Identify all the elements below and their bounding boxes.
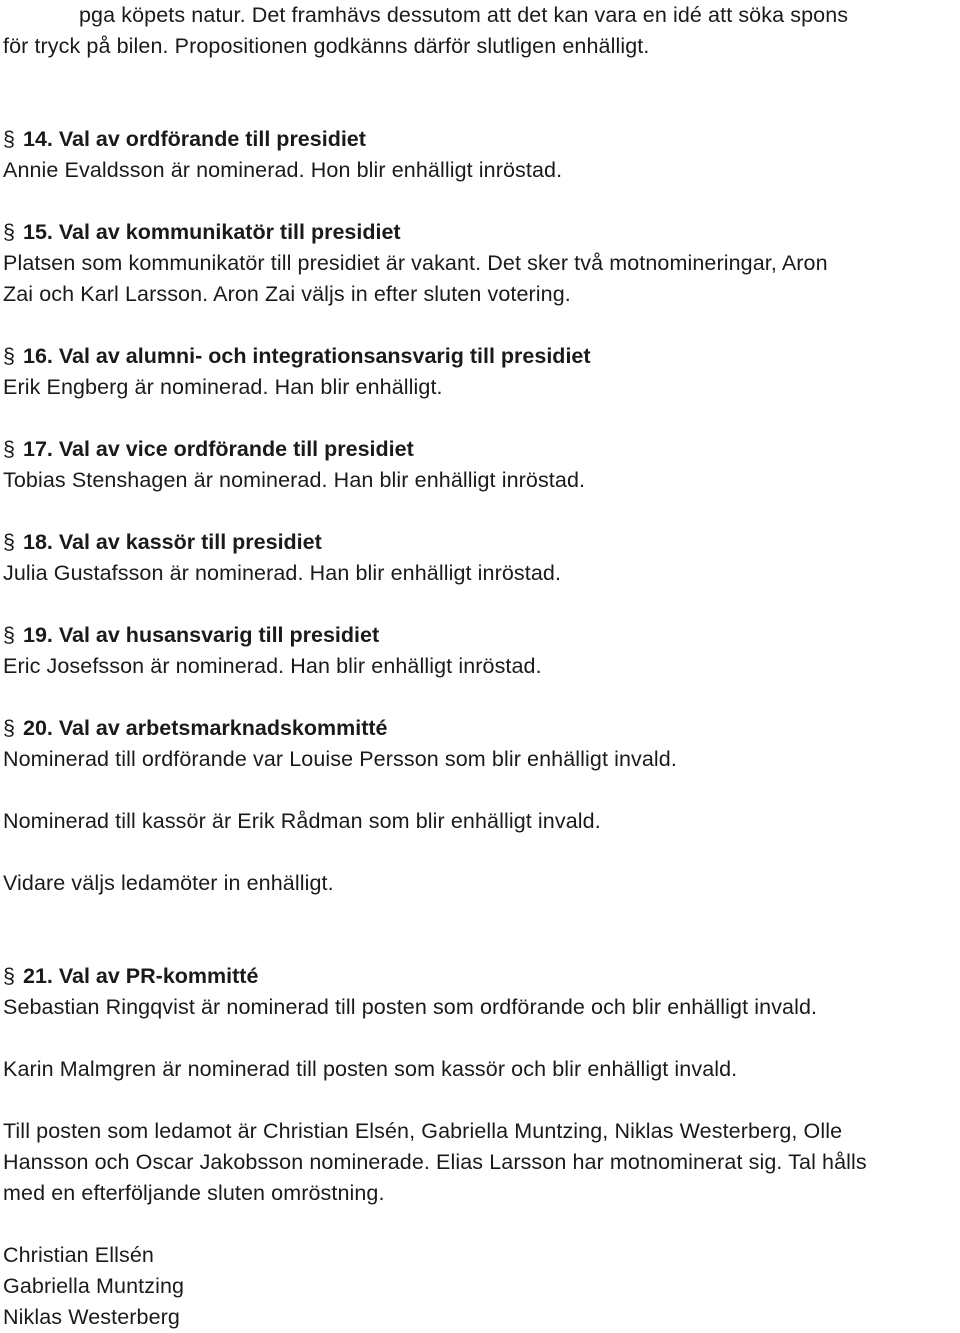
section-title: 18. Val av kassör till presidiet bbox=[23, 530, 322, 554]
text-line: Nominerad till ordförande var Louise Persson som blir enhälligt invald. bbox=[3, 747, 677, 771]
text-line: Vidare väljs ledamöter in enhälligt. bbox=[3, 871, 334, 895]
section-title: 19. Val av husansvarig till presidiet bbox=[23, 623, 380, 647]
intro-paragraph bbox=[3, 0, 958, 62]
text-line: Till posten som ledamot är Christian Elsén, Gabriella Muntzing, Niklas Westerberg, Olle bbox=[3, 1119, 843, 1143]
section-21 bbox=[3, 961, 958, 1333]
section-symbol: § bbox=[3, 220, 15, 244]
text-line: Eric Josefsson är nominerad. Han blir enhälligt inröstad. bbox=[3, 654, 542, 678]
text-line: Julia Gustafsson är nominerad. Han blir enhälligt inröstad. bbox=[3, 561, 562, 585]
section-symbol: § bbox=[3, 344, 15, 368]
section-title: 21. Val av PR-kommitté bbox=[23, 964, 259, 988]
section-symbol: § bbox=[3, 964, 15, 988]
section-title: 15. Val av kommunikatör till presidiet bbox=[23, 220, 401, 244]
section-title: 20. Val av arbetsmarknadskommitté bbox=[23, 716, 388, 740]
text-line: Karin Malmgren är nominerad till posten som kassör och blir enhälligt invald. bbox=[3, 1057, 738, 1081]
section-title: 17. Val av vice ordförande till presidiet bbox=[23, 437, 414, 461]
section-symbol: § bbox=[3, 437, 15, 461]
text-line: med en efterföljande sluten omröstning. bbox=[3, 1181, 385, 1205]
section-symbol: § bbox=[3, 716, 15, 740]
text-line: Tobias Stenshagen är nominerad. Han blir enhälligt inröstad. bbox=[3, 468, 586, 492]
section-heading bbox=[3, 434, 958, 465]
text-line: Zai och Karl Larsson. Aron Zai väljs in efter sluten votering. bbox=[3, 282, 571, 306]
section-14 bbox=[3, 124, 958, 186]
section-heading bbox=[3, 620, 958, 651]
text-line: Annie Evaldsson är nominerad. Hon blir enhälligt inröstad. bbox=[3, 158, 563, 182]
section-17 bbox=[3, 434, 958, 496]
section-15 bbox=[3, 217, 958, 310]
text-line: Erik Engberg är nominerad. Han blir enhälligt. bbox=[3, 375, 443, 399]
document-page bbox=[3, 0, 958, 1333]
section-title: 14. Val av ordförande till presidiet bbox=[23, 127, 366, 151]
section-symbol: § bbox=[3, 127, 15, 151]
section-19 bbox=[3, 620, 958, 682]
section-heading bbox=[3, 527, 958, 558]
section-heading bbox=[3, 124, 958, 155]
section-symbol: § bbox=[3, 623, 15, 647]
candidate-name: Christian Ellsén bbox=[3, 1243, 154, 1267]
text-line: pga köpets natur. Det framhävs dessutom att det kan vara en idé att söka spons bbox=[79, 3, 849, 27]
section-symbol: § bbox=[3, 530, 15, 554]
section-18 bbox=[3, 527, 958, 589]
section-heading bbox=[3, 961, 958, 992]
section-title: 16. Val av alumni- och integrationsansvarig till presidiet bbox=[23, 344, 591, 368]
section-heading bbox=[3, 713, 958, 744]
text-line: Sebastian Ringqvist är nominerad till posten som ordförande och blir enhälligt invald. bbox=[3, 995, 818, 1019]
text-line: Hansson och Oscar Jakobsson nominerade. Elias Larsson har motnominerat sig. Tal hålls bbox=[3, 1150, 867, 1174]
section-20 bbox=[3, 713, 958, 899]
section-heading bbox=[3, 217, 958, 248]
text-line: Nominerad till kassör är Erik Rådman som blir enhälligt invald. bbox=[3, 809, 601, 833]
candidate-name: Gabriella Muntzing bbox=[3, 1274, 185, 1298]
section-heading bbox=[3, 341, 958, 372]
section-16 bbox=[3, 341, 958, 403]
text-line: Platsen som kommunikatör till presidiet är vakant. Det sker två motnomineringar, Aron bbox=[3, 251, 828, 275]
candidate-name: Niklas Westerberg bbox=[3, 1305, 180, 1329]
text-line: för tryck på bilen. Propositionen godkänns därför slutligen enhälligt. bbox=[3, 34, 650, 58]
